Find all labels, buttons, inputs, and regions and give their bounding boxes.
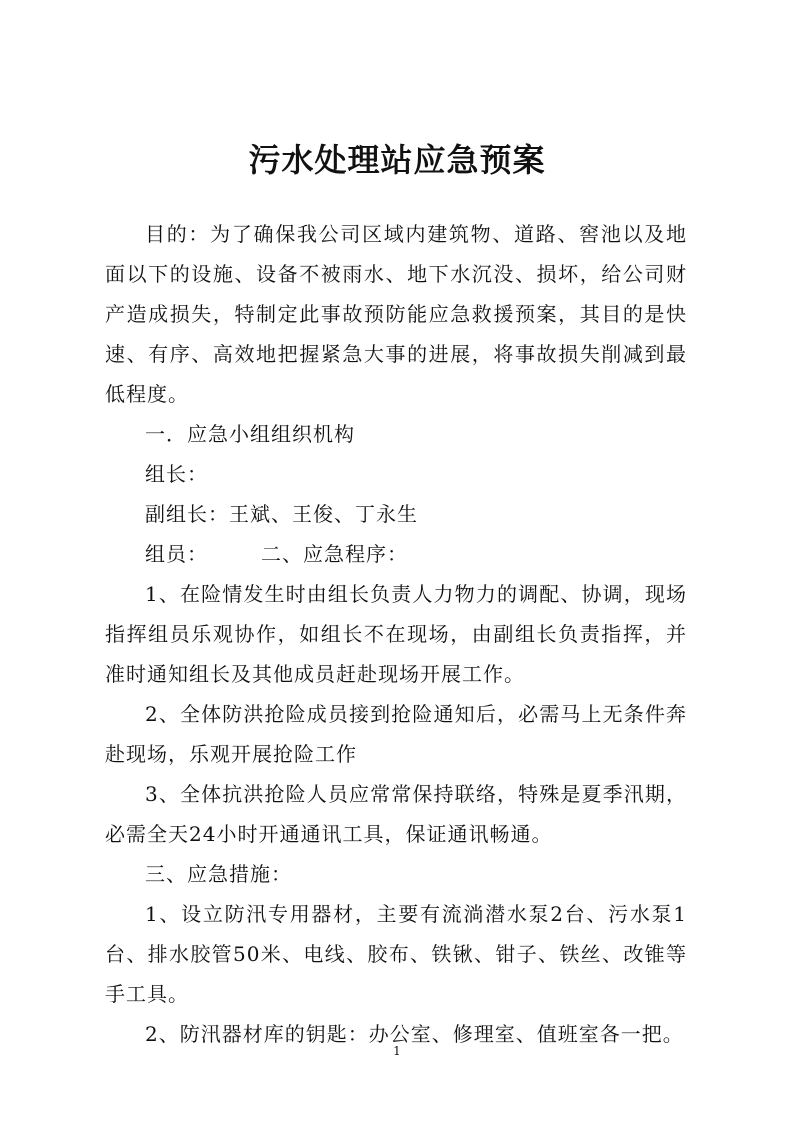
measure-item-1: 1、设立防汛专用器材，主要有流淌潜水泵2台、污水泵1台、排水胶管50米、电线、胶布、铁锹、钳子、铁丝、改锥等手工具。: [105, 902, 687, 1006]
page-number: 1: [393, 1044, 401, 1058]
document-body: [105, 214, 687, 1054]
document-title: 污水处理站应急预案: [248, 141, 546, 179]
measure-item-2: 2、防汛器材库的钥匙：办公室、修理室、值班室各一把。: [145, 1022, 684, 1046]
section-heading-organization: 一．应急小组组织机构: [145, 422, 355, 446]
procedure-item-1: 1、在险情发生时由组长负责人力物力的调配、协调，现场指挥组员乐观协作，如组长不在现场，由副组长负责指挥，并准时通知组长及其他成员赶赴现场开展工作。: [105, 582, 687, 686]
section-heading-measures: 三、应急措施：: [145, 862, 292, 886]
procedure-item-3: 3、全体抗洪抢险人员应常常保持联络，特殊是夏季汛期，必需全天24小时开通通讯工具，保证通讯畅通。: [105, 782, 687, 846]
team-leader-line: 组长：: [145, 462, 208, 486]
procedure-item-2: 2、全体防洪抢险成员接到抢险通知后，必需马上无条件奔赴现场，乐观开展抢险工作: [105, 702, 687, 766]
purpose-paragraph: 目的：为了确保我公司区域内建筑物、道路、窖池以及地面以下的设施、设备不被雨水、地下水沉没、损坏，给公司财产造成损失，特制定此事故预防能应急救援预案，其目的是快速、有序、高效地把握紧急大事的进展，将事故损失削减到最低程度。: [105, 222, 687, 406]
deputy-leader-line: 副组长：王斌、王俊、丁永生: [145, 502, 418, 526]
members-and-procedure-heading: 组员： 二、应急程序：: [145, 542, 408, 566]
